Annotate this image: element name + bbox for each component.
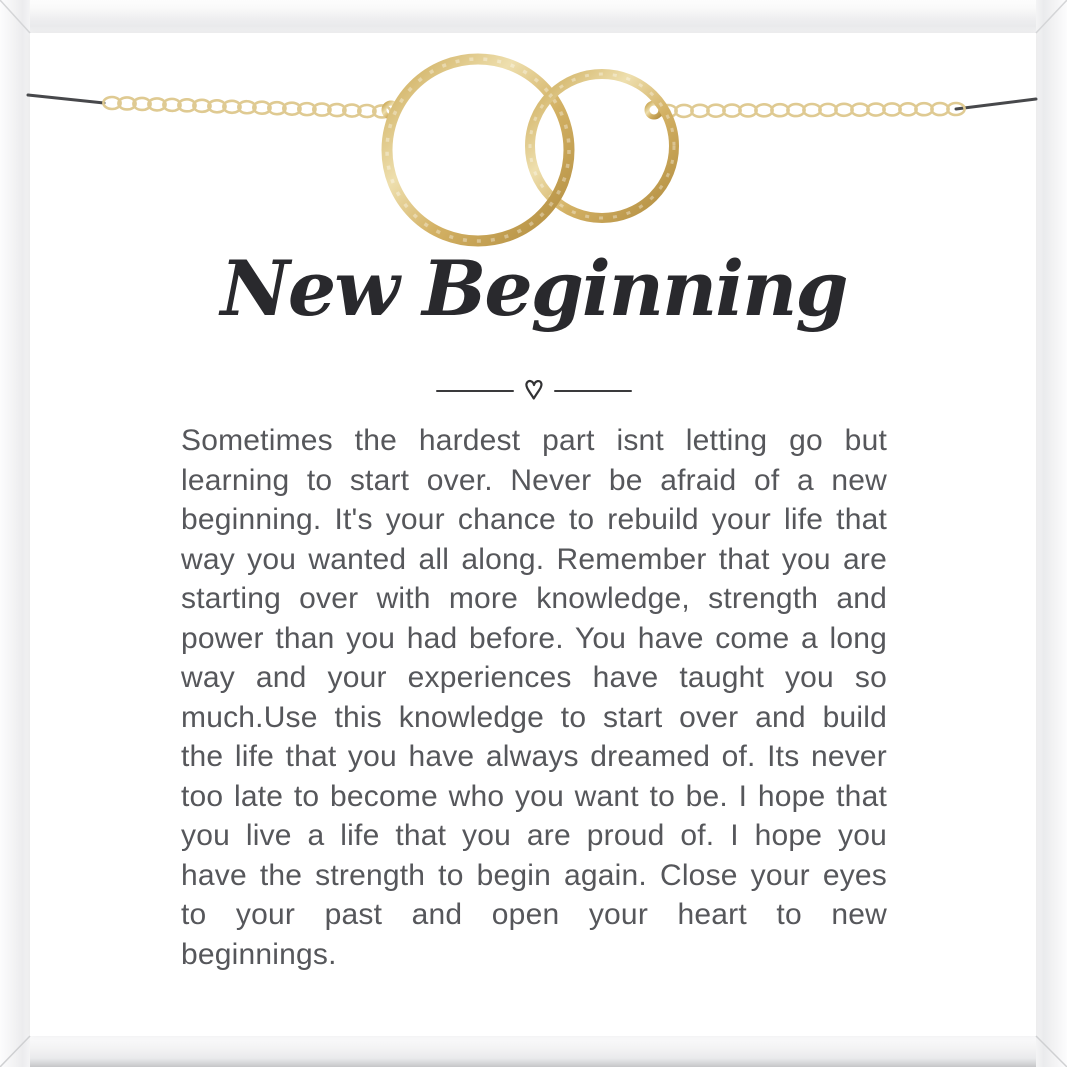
necklace-cord-left [28,95,104,103]
necklace-cord-right [956,99,1036,109]
box-frame-bottom [0,1036,1067,1067]
necklace-chain-left [103,97,390,118]
divider-line-left [436,390,514,393]
divider [0,376,1067,406]
card-title: New Beginning [220,244,847,333]
necklace-chain-right [659,103,964,117]
divider-line-right [554,390,632,393]
card-message: Sometimes the hardest part isnt letting go but learning to start over. Never be afraid of a new beginning. It's your chance to rebuild your life that way you wanted all along. Remember that you are starting over with more knowledge, strength and power than you had before. You have come a long way and your experiences have taught you so much.Use this knowledge to start over and build the life that you have always dreamed of. Its never too late to become who you want to be. I hope that you live a life that you are proud of. I hope you have the strength to begin again. Close your eyes to your past and open your heart to new beginnings. [181,424,887,971]
heart-icon [523,376,545,406]
necklace-image [0,0,1067,272]
